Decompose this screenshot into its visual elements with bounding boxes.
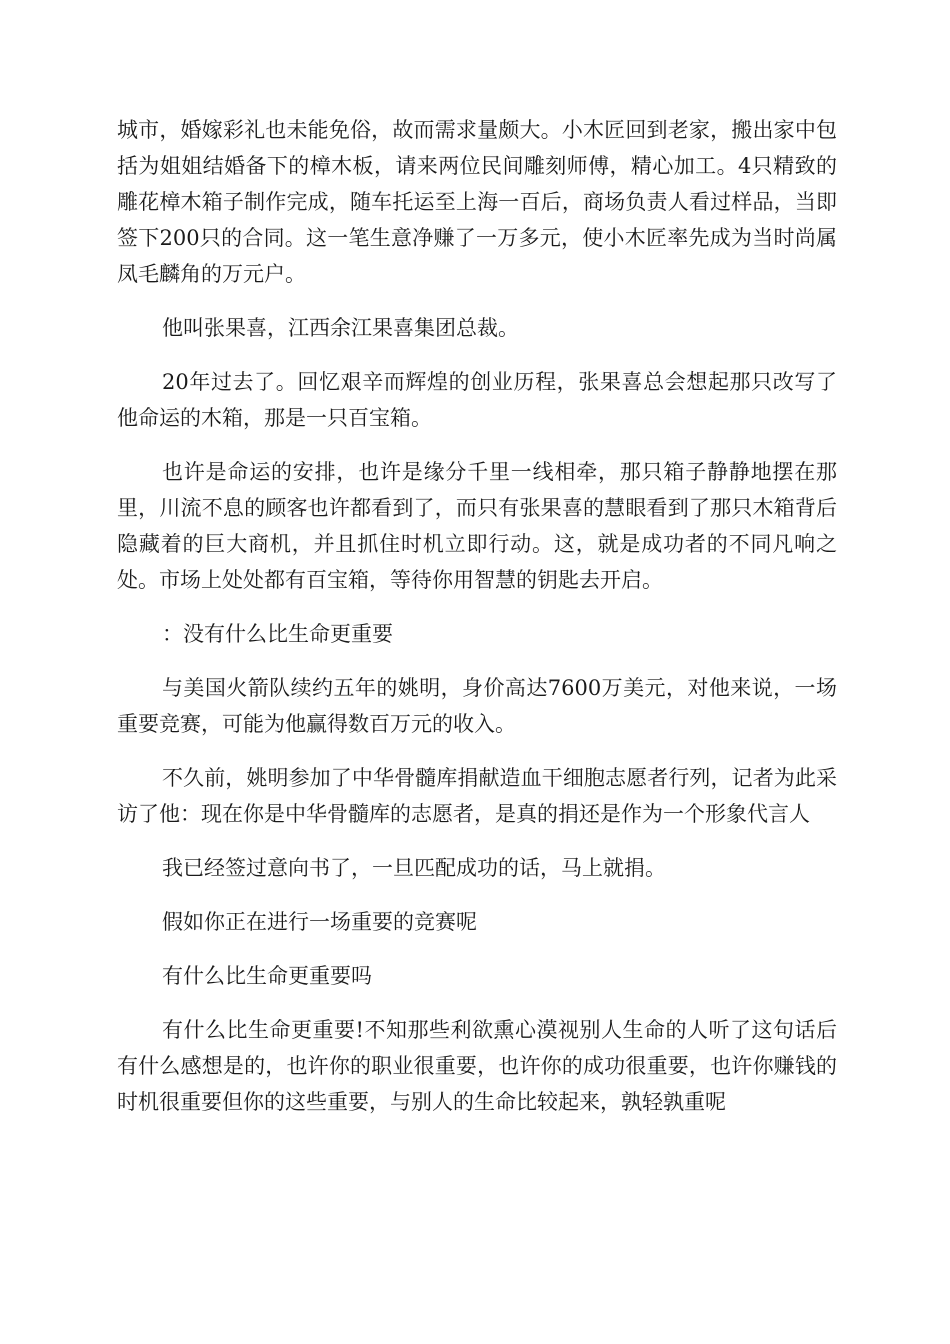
paragraph: 他叫张果喜，江西余江果喜集团总裁。 <box>162 316 519 340</box>
paragraph: 不久前，姚明参加了中华骨髓库捐献造血干细胞志愿者行列，记者为此采访了他：现在你是中华骨髓库的志愿者，是真的捐还是作为一个形象代言人 <box>117 766 837 826</box>
paragraph: 有什么比生命更重要!不知那些利欲熏心漠视别人生命的人听了这句话后有什么感想是的，也许你的职业很重要，也许你的成功很重要，也许你赚钱的时机很重要但你的这些重要，与别人的生命比较起来，孰轻孰重呢 <box>117 1018 837 1114</box>
paragraph: 有什么比生命更重要吗 <box>162 964 372 988</box>
document-body <box>117 112 837 1138</box>
paragraph: 城市，婚嫁彩礼也未能免俗，故而需求量颇大。小木匠回到老家，搬出家中包括为姐姐结婚备下的樟木板，请来两位民间雕刻师傅，精心加工。4只精致的雕花樟木箱子制作完成，随车托运至上海一百后，商场负责人看过样品，当即签下200只的合同。这一笔生意净赚了一万多元，使小木匠率先成为当时尚属凤毛麟角的万元户。 <box>117 118 837 286</box>
section-heading: ：没有什么比生命更重要 <box>162 622 393 646</box>
paragraph: 与美国火箭队续约五年的姚明，身价高达7600万美元，对他来说，一场重要竞赛，可能为他赢得数百万元的收入。 <box>117 676 837 736</box>
paragraph: 假如你正在进行一场重要的竞赛呢 <box>162 910 477 934</box>
paragraph: 20年过去了。回忆艰辛而辉煌的创业历程，张果喜总会想起那只改写了他命运的木箱，那是一只百宝箱。 <box>117 370 837 430</box>
paragraph: 也许是命运的安排，也许是缘分千里一线相牵，那只箱子静静地摆在那里，川流不息的顾客也许都看到了，而只有张果喜的慧眼看到了那只木箱背后隐藏着的巨大商机，并且抓住时机立即行动。这，就是成功者的不同凡响之处。市场上处处都有百宝箱，等待你用智慧的钥匙去开启。 <box>117 460 837 592</box>
paragraph: 我已经签过意向书了，一旦匹配成功的话，马上就捐。 <box>162 856 666 880</box>
